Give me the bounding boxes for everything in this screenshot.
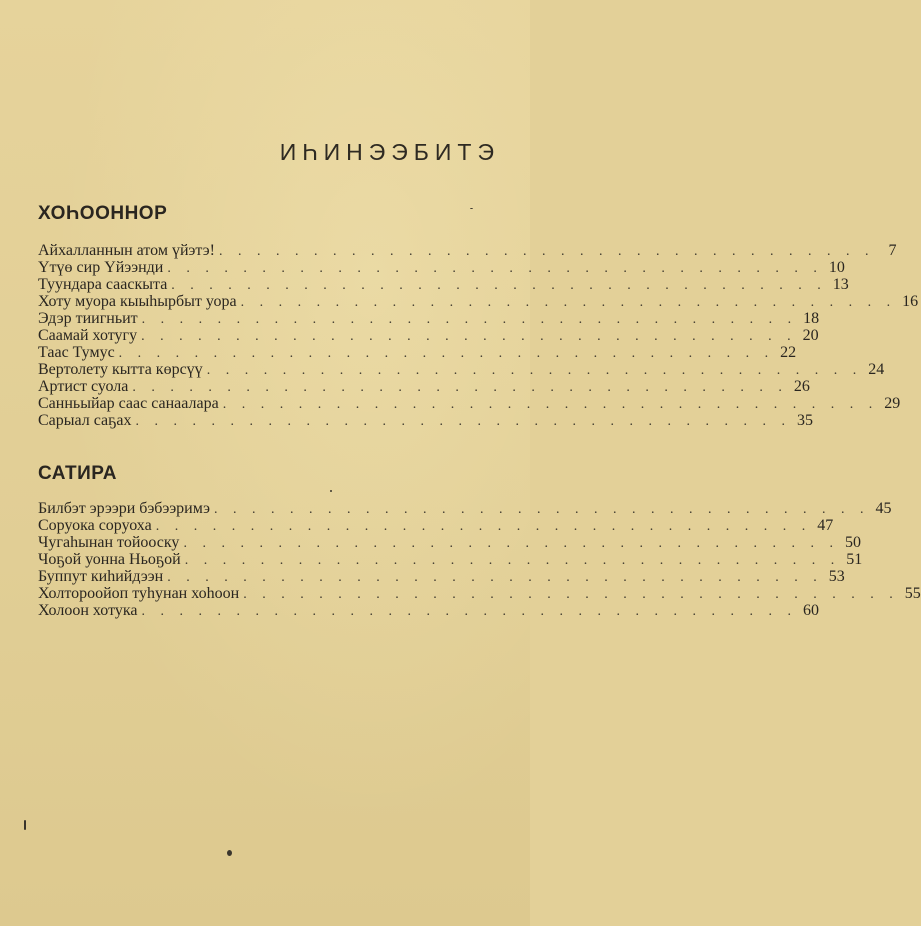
dot-leader: . . . . . . . . . . . . . . . . . . . . . . . . . . . . . . . . . . . <box>183 536 839 551</box>
toc-entry-title: Чугаһынан тойооску <box>38 534 180 551</box>
toc-entry-title: Туундара сааскыта <box>38 276 168 293</box>
toc-entry[interactable] <box>38 327 819 344</box>
toc-entry[interactable] <box>38 585 921 602</box>
dot-leader: . . . . . . . . . . . . . . . . . . . . . . . . . . . . . . . . . . . <box>141 312 798 327</box>
toc-entry[interactable] <box>38 259 845 276</box>
toc-entry-page: 24 <box>868 361 885 378</box>
toc-entry[interactable] <box>38 568 845 585</box>
toc-entry-page: 60 <box>802 602 819 619</box>
toc-entry[interactable] <box>38 602 819 619</box>
paper-speck <box>470 208 473 209</box>
dot-leader: . . . . . . . . . . . . . . . . . . . . . . . . . . . . . . . . . . . <box>243 587 899 602</box>
toc-entry-page: 55 <box>904 585 921 602</box>
dot-leader: . . . . . . . . . . . . . . . . . . . . . . . . . . . . . . . . . . . <box>240 295 897 310</box>
toc-entry[interactable] <box>38 551 863 568</box>
dot-leader: . . . . . . . . . . . . . . . . . . . . . . . . . . . . . . . . . . . <box>206 363 863 378</box>
dot-leader: . . . . . . . . . . . . . . . . . . . . . . . . . . . . . . . . . . . <box>218 244 875 259</box>
toc-entry-title: Буппут киһийдээн <box>38 568 164 585</box>
toc-entry-title: Эдэр тиигньит <box>38 310 138 327</box>
toc-entry-page: 16 <box>902 293 919 310</box>
toc-entry[interactable] <box>38 517 834 534</box>
toc-entry-title: Сарыал саҕах <box>38 412 132 429</box>
toc-list-satire <box>38 500 921 619</box>
toc-entry[interactable] <box>38 412 813 429</box>
toc-entry-page: 50 <box>844 534 861 551</box>
toc-entry-page: 29 <box>884 395 901 412</box>
toc-entry[interactable] <box>38 395 901 412</box>
paper-speck <box>227 850 232 856</box>
dot-leader: . . . . . . . . . . . . . . . . . . . . . . . . . . . . . . . . . . . <box>141 329 797 344</box>
toc-entry-title: Билбэт эрээри бэбээримэ <box>38 500 210 517</box>
toc-entry-page: 18 <box>803 310 820 327</box>
toc-entry-title: Вертолету кытта көрсүү <box>38 361 203 378</box>
toc-entry[interactable] <box>38 293 919 310</box>
toc-entry-title: Саамай хотугу <box>38 327 138 344</box>
toc-entry-title: Артист суола <box>38 378 129 395</box>
toc-entry-page: 13 <box>832 276 849 293</box>
toc-entry[interactable] <box>38 500 892 517</box>
toc-entry[interactable] <box>38 378 810 395</box>
dot-leader: . . . . . . . . . . . . . . . . . . . . . . . . . . . . . . . . . . . <box>141 604 797 619</box>
toc-entry-title: Хоту муора кыыһырбыт уора <box>38 293 237 310</box>
toc-entry-page: 26 <box>793 378 810 395</box>
toc-entry-title: Холтороойоп туһунан хоһоон <box>38 585 240 602</box>
dot-leader: . . . . . . . . . . . . . . . . . . . . . . . . . . . . . . . . . . . <box>155 519 812 534</box>
toc-entry[interactable] <box>38 344 797 361</box>
paper-speck <box>330 490 332 492</box>
toc-entry-title: Соруока соруоха <box>38 517 152 534</box>
toc-entry-title: Айхалланнын атом үйэтэ! <box>38 242 215 259</box>
section-heading-poems: ХОҺООННОР <box>38 203 168 224</box>
dot-leader: . . . . . . . . . . . . . . . . . . . . . . . . . . . . . . . . . . . <box>167 570 823 585</box>
dot-leader: . . . . . . . . . . . . . . . . . . . . . . . . . . . . . . . . . . . <box>171 278 827 293</box>
toc-entry-title: Чоҕой уонна Ньоҕой <box>38 551 181 568</box>
toc-entry-page: 10 <box>828 259 845 276</box>
toc-entry-page: 53 <box>828 568 845 585</box>
dot-leader: . . . . . . . . . . . . . . . . . . . . . . . . . . . . . . . . . . . <box>135 414 791 429</box>
dot-leader: . . . . . . . . . . . . . . . . . . . . . . . . . . . . . . . . . . . <box>132 380 788 395</box>
toc-entry-page: 20 <box>802 327 819 344</box>
toc-entry[interactable] <box>38 276 849 293</box>
page-title: ИҺИНЭЭБИТЭ <box>279 139 500 165</box>
toc-entry[interactable] <box>38 534 861 551</box>
toc-entry[interactable] <box>38 361 885 378</box>
section-heading-satire: САТИРА <box>38 463 118 484</box>
toc-entry-page: 7 <box>888 242 897 259</box>
toc-entry-page: 51 <box>846 551 863 568</box>
toc-entry-page: 45 <box>875 500 892 517</box>
toc-entry-title: Санньыйар саас санаалара <box>38 395 219 412</box>
toc-entry[interactable] <box>38 242 897 259</box>
toc-entry-title: Таас Тумус <box>38 344 115 361</box>
toc-list-poems <box>38 242 919 429</box>
dot-leader: . . . . . . . . . . . . . . . . . . . . . . . . . . . . . . . . . . . <box>184 553 841 568</box>
dot-leader: . . . . . . . . . . . . . . . . . . . . . . . . . . . . . . . . . . . <box>167 261 823 276</box>
toc-entry-page: 35 <box>797 412 813 429</box>
toc-entry-title: Үтүө сир Үйээнди <box>38 259 164 276</box>
toc-entry[interactable] <box>38 310 820 327</box>
toc-entry-title: Холоон хотука <box>38 602 138 619</box>
toc-entry-page: 22 <box>780 344 797 361</box>
toc-entry-page: 47 <box>817 517 834 534</box>
paper-speck <box>24 820 26 830</box>
dot-leader: . . . . . . . . . . . . . . . . . . . . . . . . . . . . . . . . . . . <box>118 346 775 361</box>
dot-leader: . . . . . . . . . . . . . . . . . . . . . . . . . . . . . . . . . . . <box>222 397 879 412</box>
dot-leader: . . . . . . . . . . . . . . . . . . . . . . . . . . . . . . . . . . . <box>213 502 870 517</box>
